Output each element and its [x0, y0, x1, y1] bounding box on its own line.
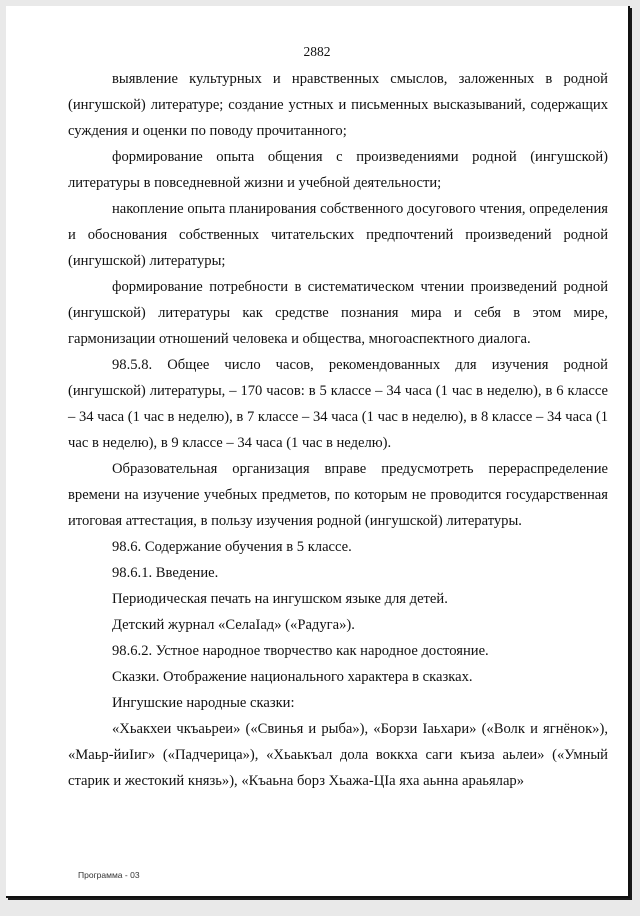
paragraph-tales-character: Сказки. Отображение национального характера в сказках. [112, 669, 473, 685]
paragraph-reading-planning: накопление опыта планирования собственного досугового чтения, определения и обоснования собственных читательских предпочтений произведений родной (ингушской) литературы; [68, 201, 608, 269]
paragraph-folk-tales-heading: Ингушские народные сказки: [112, 695, 295, 711]
paragraph-total-hours: 98.5.8. Общее число часов, рекомендованных для изучения родной (ингушской) литературы, – 170 часов: в 5 классе – 34 часа (1 час в неделю), в 6 классе – 34 часа (1 час в неделю), в 7 классе – 34 часа (1 час в неделю), в 8 классе – 34 часа (1 час в неделю), в 9 классе – 34 часа (1 час в неделю). [68, 357, 608, 451]
section-heading-folklore: 98.6.2. Устное народное творчество как народное достояние. [112, 643, 489, 659]
document-body [68, 66, 608, 794]
section-heading-introduction: 98.6.1. Введение. [112, 565, 219, 581]
paragraph-children-magazine: Детский журнал «СелаIад» («Радуга»). [112, 617, 355, 633]
page-number: 2882 [303, 44, 331, 59]
paragraph-folk-tales-list: «Хьакхеи чкъаьреи» («Свинья и рыба»), «Борзи Iаьхари» («Волк и ягнёнок»), «Маьр-йиIиг» («Падчерица»), «Хьаькъал дола воккха саги къиза аьлеи» («Умный старик и жестокий князь»), «Къаьна борз Хьажа-ЦIа яха аьнна араьялар» [68, 721, 608, 789]
paragraph-reading-need: формирование потребности в систематическом чтении произведений родной (ингушской) литературы как средстве познания мира и себя в этом мире, гармонизации отношений человека и общества, многоаспектного диалога. [68, 279, 608, 347]
paragraph-time-redistribution: Образовательная организация вправе предусмотреть перераспределение времени на изучение учебных предметов, по которым не проводится государственная итоговая аттестация, в пользу изучения родной (ингушской) литературы. [68, 461, 608, 529]
document-page [6, 6, 630, 898]
section-heading-grade5-content: 98.6. Содержание обучения в 5 классе. [112, 539, 352, 555]
paragraph-cultural-meanings: выявление культурных и нравственных смыслов, заложенных в родной (ингушской) литературе; создание устных и письменных высказываний, содержащих суждения и оценки по поводу прочитанного; [68, 71, 608, 139]
footer-program-label: Программа - 03 [78, 870, 140, 880]
paragraph-periodical-press: Периодическая печать на ингушском языке для детей. [112, 591, 448, 607]
paragraph-communication-experience: формирование опыта общения с произведениями родной (ингушской) литературы в повседневной жизни и учебной деятельности; [68, 149, 608, 191]
